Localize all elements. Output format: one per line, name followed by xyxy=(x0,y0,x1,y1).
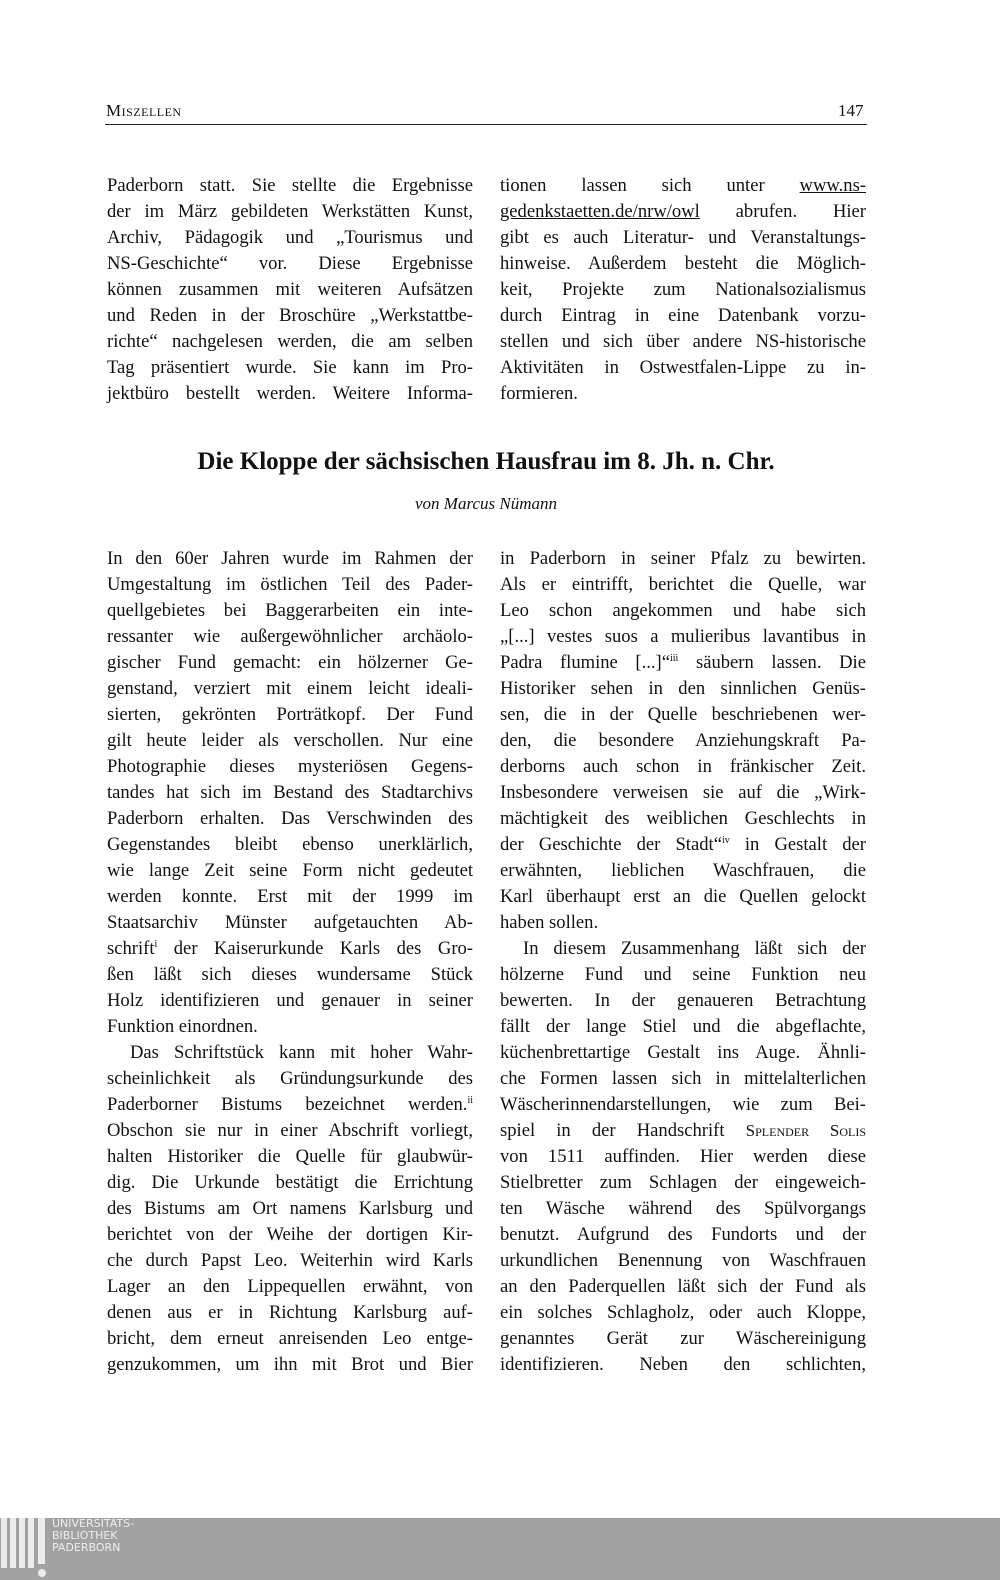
text-line xyxy=(500,676,866,702)
text-line xyxy=(107,1118,473,1144)
text-line xyxy=(500,832,866,858)
text-line xyxy=(107,884,473,910)
text-line xyxy=(107,702,473,728)
text-segment: Leo schon angekommen und habe sich xyxy=(500,600,866,621)
text-segment: derborns auch schon in fränkischer Zeit. xyxy=(500,756,866,777)
text-line xyxy=(500,1014,866,1040)
text-segment: Karl überhaupt erst an die Quellen gelockt xyxy=(500,886,866,907)
text-line xyxy=(500,728,866,754)
text-segment: scheinlichkeit als Gründungsurkunde des xyxy=(107,1068,473,1089)
text-segment: Archiv, Pädagogik und „Tourismus und xyxy=(107,227,473,248)
text-segment: erwähnten, lieblichen Waschfrauen, die xyxy=(500,860,866,881)
text-segment: formieren. xyxy=(500,383,578,404)
text-segment: halten Historiker die Quelle für glaubwür- xyxy=(107,1146,473,1167)
text-line xyxy=(107,936,473,962)
text-segment: Padra flumine [...]“ xyxy=(500,652,670,673)
text-line xyxy=(107,962,473,988)
text-line xyxy=(500,381,866,407)
text-segment: hölzerne Fund und seine Funktion neu xyxy=(500,964,866,985)
web-link[interactable]: www.ns- xyxy=(799,175,866,196)
text-segment: bewerten. In der genaueren Betrachtung xyxy=(500,990,866,1011)
text-segment: an den Paderquellen läßt sich der Fund als xyxy=(500,1276,866,1297)
text-segment: säubern lassen. Die xyxy=(678,652,866,673)
text-segment: tandes hat sich im Bestand des Stadtarchivs xyxy=(107,782,473,803)
text-segment: Paderborn erhalten. Das Verschwinden des xyxy=(107,808,473,829)
text-segment: Insbesondere verweisen sie auf die „Wirk- xyxy=(500,782,866,803)
text-segment: der im März gebildeten Werkstätten Kunst, xyxy=(107,201,473,222)
text-line xyxy=(107,1222,473,1248)
text-line xyxy=(500,962,866,988)
text-line xyxy=(107,1040,473,1066)
text-line xyxy=(500,1352,866,1378)
paragraph xyxy=(500,936,866,1378)
paragraph xyxy=(107,546,473,1040)
text-segment: sierten, gekrönten Porträtkopf. Der Fund xyxy=(107,704,473,725)
text-line xyxy=(107,1274,473,1300)
text-segment: Obschon sie nur in einer Abschrift vorliegt, xyxy=(107,1120,473,1141)
text-line xyxy=(500,598,866,624)
text-segment: Paderborner Bistums bezeichnet werden. xyxy=(107,1094,468,1115)
text-line xyxy=(500,1300,866,1326)
text-line xyxy=(107,832,473,858)
text-line xyxy=(500,1144,866,1170)
text-line xyxy=(500,225,866,251)
text-segment: richte“ nachgelesen werden, die am selben xyxy=(107,331,473,352)
text-line xyxy=(107,1170,473,1196)
text-segment: berichtet von der Weihe der dortigen Kir- xyxy=(107,1224,473,1245)
text-segment: Gegenstandes bleibt ebenso unerklärlich, xyxy=(107,834,473,855)
text-segment: ein solches Schlagholz, oder auch Kloppe, xyxy=(500,1302,866,1323)
text-segment: genanntes Gerät zur Wäschereinigung xyxy=(500,1328,866,1349)
text-segment: In diesem Zusammenhang läßt sich der xyxy=(523,938,866,959)
footnote-marker: ii xyxy=(467,1095,473,1106)
small-caps-title: Splender Solis xyxy=(745,1121,866,1140)
logo-line: BIBLIOTHEK xyxy=(52,1529,118,1542)
text-line xyxy=(500,303,866,329)
text-segment: der Geschichte der Stadt“ xyxy=(500,834,722,855)
text-segment: tionen lassen sich unter xyxy=(500,175,800,196)
text-line xyxy=(107,225,473,251)
text-line xyxy=(500,1170,866,1196)
text-segment: von 1511 auffinden. Hier werden diese xyxy=(500,1146,866,1167)
text-segment: Das Schriftstück kann mit hoher Wahr- xyxy=(130,1042,473,1063)
text-segment: bricht, dem erneut anreisenden Leo entge- xyxy=(107,1328,473,1349)
text-line xyxy=(500,936,866,962)
text-segment: küchenbrettartige Gestalt ins Auge. Ähnli- xyxy=(500,1042,866,1063)
text-line xyxy=(107,1092,473,1118)
text-line xyxy=(107,598,473,624)
web-link[interactable]: gedenkstaetten.de/nrw/owl xyxy=(500,201,700,222)
text-line xyxy=(107,806,473,832)
text-line xyxy=(107,676,473,702)
text-segment: Staatsarchiv Münster aufgetauchten Ab- xyxy=(107,912,473,933)
text-segment: quellgebietes bei Baggerarbeiten ein inte- xyxy=(107,600,473,621)
text-segment: der Kaiserurkunde Karls des Gro- xyxy=(157,938,473,959)
text-line xyxy=(500,173,866,199)
text-segment: jektbüro bestellt werden. Weitere Informa- xyxy=(107,383,473,404)
text-line xyxy=(107,1300,473,1326)
text-line xyxy=(107,728,473,754)
text-line xyxy=(107,199,473,225)
footnote-marker: iii xyxy=(670,653,679,664)
text-line xyxy=(500,1118,866,1144)
text-line xyxy=(500,624,866,650)
text-line xyxy=(500,858,866,884)
text-line xyxy=(500,1092,866,1118)
text-segment: abrufen. Hier xyxy=(699,201,866,222)
text-line xyxy=(107,650,473,676)
intro-column-right xyxy=(500,173,866,407)
paragraph xyxy=(107,173,473,407)
footnote-marker: i xyxy=(154,939,158,950)
text-line xyxy=(500,277,866,303)
text-line xyxy=(107,1066,473,1092)
text-line xyxy=(500,780,866,806)
text-line xyxy=(107,572,473,598)
text-segment: dig. Die Urkunde bestätigt die Errichtung xyxy=(107,1172,473,1193)
running-header-section: Miszellen xyxy=(106,101,182,120)
text-line xyxy=(500,1326,866,1352)
text-line xyxy=(500,988,866,1014)
text-line xyxy=(107,780,473,806)
text-segment: In den 60er Jahren wurde im Rahmen der xyxy=(107,548,473,569)
text-segment: in Gestalt der xyxy=(729,834,866,855)
text-segment: des Bistums am Ort namens Karlsburg und xyxy=(107,1198,473,1219)
text-segment: Tag präsentiert wurde. Sie kann im Pro- xyxy=(107,357,473,378)
text-segment: gischer Fund gemacht: ein hölzerner Ge- xyxy=(107,652,473,673)
text-segment: che durch Papst Leo. Weiterhin wird Karls xyxy=(107,1250,473,1271)
text-segment: keit, Projekte zum Nationalsozialismus xyxy=(500,279,866,300)
text-segment: che Formen lassen sich in mittelalterlichen xyxy=(500,1068,866,1089)
text-segment: Stielbretter zum Schlagen der eingeweich- xyxy=(500,1172,866,1193)
article-title: Die Kloppe der sächsischen Hausfrau im 8. Jh. n. Chr. xyxy=(197,448,775,475)
text-segment: den, die besondere Anziehungskraft Pa- xyxy=(500,730,866,751)
text-line xyxy=(107,1248,473,1274)
article-column-right xyxy=(500,546,866,1378)
text-segment: identifizieren. Neben den schlichten, xyxy=(500,1354,866,1375)
text-line xyxy=(107,546,473,572)
text-line xyxy=(107,858,473,884)
text-segment: Holz identifizieren und genauer in seiner xyxy=(107,990,473,1011)
text-segment: Paderborn statt. Sie stellte die Ergebnisse xyxy=(107,175,473,196)
text-segment: ßen läßt sich dieses wundersame Stück xyxy=(107,964,473,985)
article-author: von Marcus Nümann xyxy=(415,494,557,513)
text-line xyxy=(107,1352,473,1378)
text-line xyxy=(500,1196,866,1222)
library-logo-text xyxy=(52,1518,134,1554)
text-line xyxy=(107,1326,473,1352)
text-segment: schrift xyxy=(107,938,155,959)
intro-column-left xyxy=(107,173,473,407)
text-segment: Funktion einordnen. xyxy=(107,1016,258,1037)
text-segment: stellen und sich über andere NS-historische xyxy=(500,331,866,352)
text-segment: genzukommen, um ihn mit Brot und Bier xyxy=(107,1354,473,1375)
text-segment: Historiker sehen in den sinnlichen Genüs- xyxy=(500,678,866,699)
paragraph xyxy=(107,1040,473,1378)
text-line xyxy=(500,572,866,598)
text-line xyxy=(107,910,473,936)
text-segment: denen aus er in Richtung Karlsburg auf- xyxy=(107,1302,473,1323)
text-line xyxy=(107,1014,473,1040)
text-segment: wie lange Zeit seine Form nicht gedeutet xyxy=(107,860,473,881)
text-line xyxy=(500,1222,866,1248)
text-line xyxy=(500,754,866,780)
text-segment: Photographie dieses mysteriösen Gegens- xyxy=(107,756,473,777)
text-line xyxy=(107,381,473,407)
text-line xyxy=(500,355,866,381)
text-segment: Lager an den Lippequellen erwähnt, von xyxy=(107,1276,473,1297)
text-line xyxy=(500,1274,866,1300)
text-line xyxy=(107,251,473,277)
text-line xyxy=(107,355,473,381)
text-segment: genstand, verziert mit einem leicht ideali- xyxy=(107,678,473,699)
logo-line: UNIVERSITÄTS- xyxy=(52,1517,135,1530)
text-segment: und Reden in der Broschüre „Werkstattbe- xyxy=(107,305,473,326)
text-line xyxy=(107,988,473,1014)
text-line xyxy=(500,884,866,910)
text-segment: Wäscherinnendarstellungen, wie zum Bei- xyxy=(500,1094,866,1115)
text-segment: benutzt. Aufgrund des Fundorts und der xyxy=(500,1224,866,1245)
text-line xyxy=(107,624,473,650)
paragraph xyxy=(500,546,866,936)
text-segment: durch Eintrag in eine Datenbank vorzu- xyxy=(500,305,866,326)
text-segment: hinweise. Außerdem besteht die Möglich- xyxy=(500,253,866,274)
text-line xyxy=(500,806,866,832)
text-line xyxy=(500,910,866,936)
text-line xyxy=(500,1248,866,1274)
text-segment: NS-Geschichte“ vor. Diese Ergebnisse xyxy=(107,253,473,274)
text-line xyxy=(107,1144,473,1170)
text-segment: haben sollen. xyxy=(500,912,599,933)
text-segment: „[...] vestes suos a mulieribus lavantibus in xyxy=(500,626,866,647)
text-line xyxy=(107,173,473,199)
text-segment: fällt der lange Stiel und die abgeflachte, xyxy=(500,1016,866,1037)
text-segment: spiel in der Handschrift xyxy=(500,1120,746,1141)
text-segment: mächtigkeit des weiblichen Geschlechts in xyxy=(500,808,866,829)
article-column-left xyxy=(107,546,473,1378)
text-segment: können zusammen mit weiteren Aufsätzen xyxy=(107,279,473,300)
text-line xyxy=(107,1196,473,1222)
text-segment: gibt es auch Literatur- und Veranstaltungs- xyxy=(500,227,866,248)
text-segment: ressanter wie außergewöhnlicher archäolo- xyxy=(107,626,473,647)
text-segment: Aktivitäten in Ostwestfalen-Lippe zu in- xyxy=(500,357,866,378)
header-rule xyxy=(105,124,867,125)
text-line xyxy=(500,1066,866,1092)
text-line xyxy=(500,199,866,225)
footnote-marker: iv xyxy=(721,835,730,846)
text-line xyxy=(107,277,473,303)
text-line xyxy=(107,754,473,780)
text-line xyxy=(500,329,866,355)
text-segment: Als er eintrifft, berichtet die Quelle, war xyxy=(500,574,866,595)
text-line xyxy=(500,1040,866,1066)
text-segment: ten Wäsche während des Spülvorgangs xyxy=(500,1198,866,1219)
library-footer-bar xyxy=(0,1518,1000,1580)
text-segment: Umgestaltung im östlichen Teil des Pader- xyxy=(107,574,473,595)
text-line xyxy=(500,546,866,572)
text-line xyxy=(107,303,473,329)
page-number: 147 xyxy=(838,101,864,120)
text-segment: in Paderborn in seiner Pfalz zu bewirten. xyxy=(500,548,866,569)
text-segment: urkundlichen Benennung von Waschfrauen xyxy=(500,1250,866,1271)
text-segment: sen, die in der Quelle beschriebenen wer- xyxy=(500,704,866,725)
text-line xyxy=(500,702,866,728)
logo-line: PADERBORN xyxy=(52,1541,121,1554)
text-line xyxy=(107,329,473,355)
paragraph xyxy=(500,173,866,407)
text-segment: werden konnte. Erst mit der 1999 im xyxy=(107,886,473,907)
text-line xyxy=(500,650,866,676)
text-line xyxy=(500,251,866,277)
text-segment: gilt heute leider als verschollen. Nur eine xyxy=(107,730,473,751)
